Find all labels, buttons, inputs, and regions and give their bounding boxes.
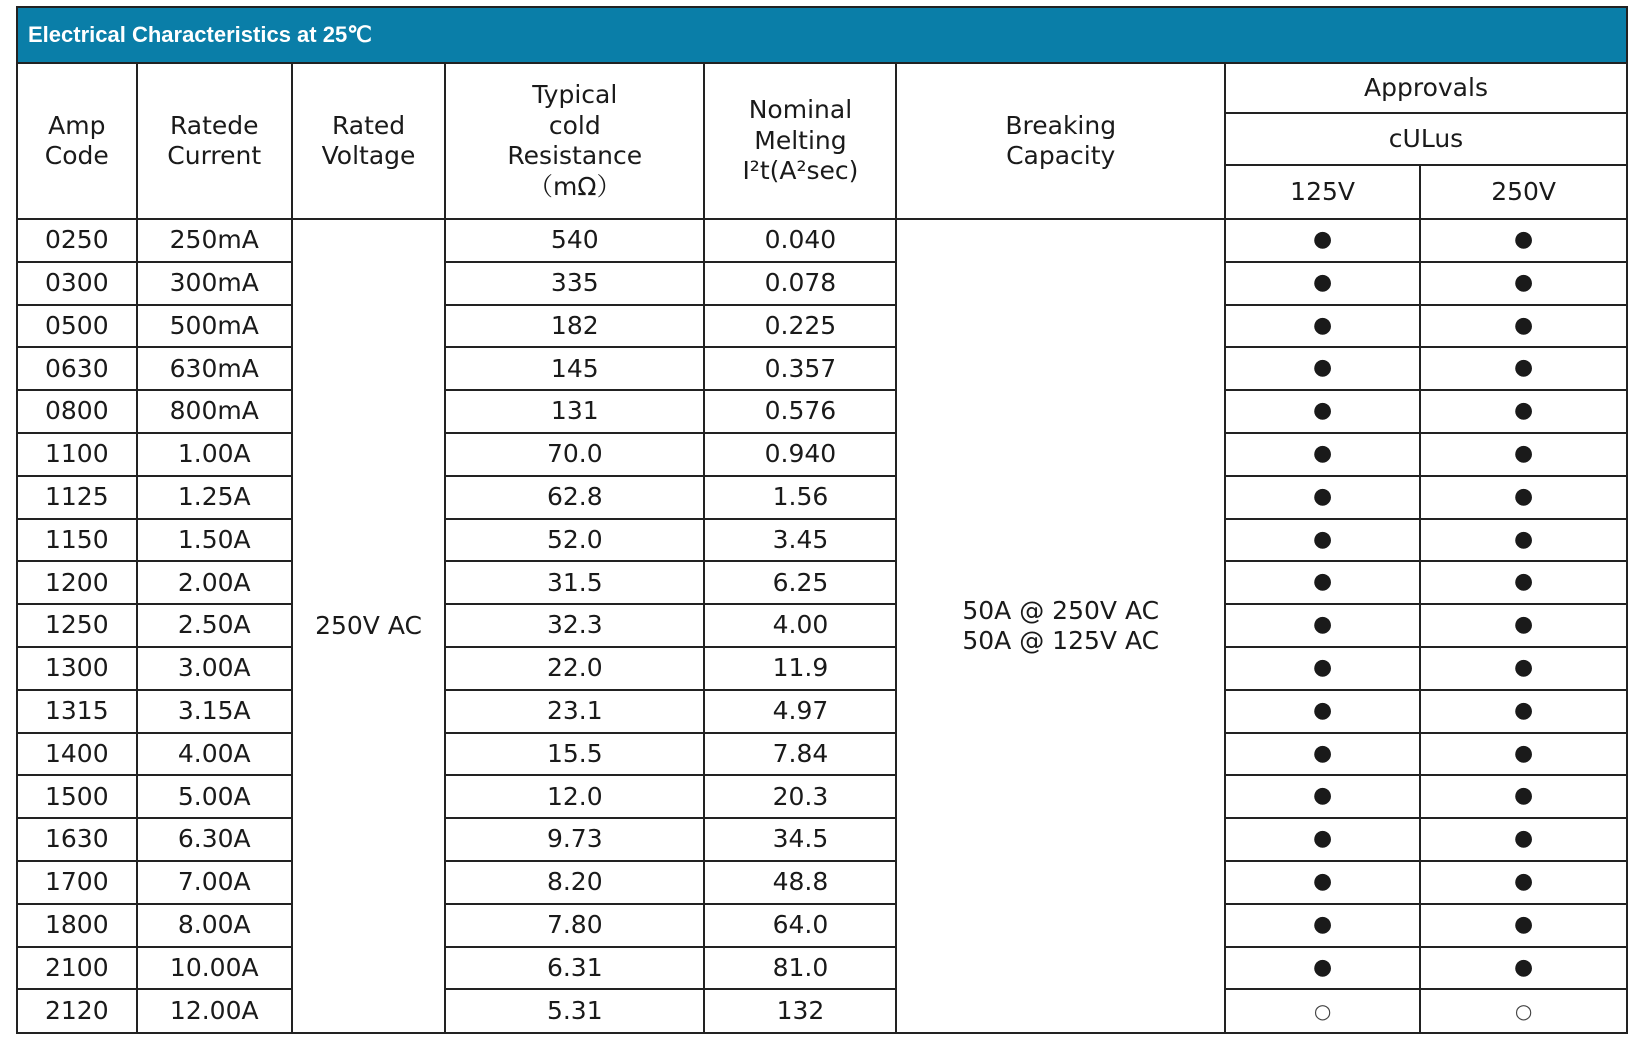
- cell-rated-current: 1.50A: [137, 519, 292, 562]
- header-250v: 250V: [1420, 165, 1626, 219]
- header-nominal-melting: Nominal Melting I²t(A²sec): [704, 64, 896, 219]
- cell-approval-250v: ●: [1420, 262, 1626, 305]
- cell-approval-250v: ●: [1420, 390, 1626, 433]
- cell-melting-i2t: 0.078: [704, 262, 896, 305]
- header-breaking-capacity: Breaking Capacity: [896, 64, 1225, 219]
- cell-amp-code: 0630: [18, 347, 137, 390]
- cell-cold-resistance: 23.1: [445, 690, 704, 733]
- cell-rated-current: 1.00A: [137, 433, 292, 476]
- cell-cold-resistance: 131: [445, 390, 704, 433]
- table-row: [18, 347, 1626, 390]
- header-approvals: Approvals: [1225, 64, 1626, 113]
- cell-melting-i2t: 0.040: [704, 219, 896, 262]
- cell-melting-i2t: 1.56: [704, 476, 896, 519]
- cell-approval-125v: ●: [1225, 305, 1420, 348]
- cell-approval-250v: ●: [1420, 219, 1626, 262]
- cell-rated-current: 7.00A: [137, 861, 292, 904]
- table-row: [18, 561, 1626, 604]
- cell-rated-current: 5.00A: [137, 775, 292, 818]
- cell-rated-current: 12.00A: [137, 989, 292, 1032]
- header-agency-culus: cULus: [1225, 113, 1626, 165]
- cell-approval-125v: ●: [1225, 604, 1420, 647]
- table-row: [18, 775, 1626, 818]
- cell-cold-resistance: 52.0: [445, 519, 704, 562]
- cell-approval-125v: ●: [1225, 904, 1420, 947]
- cell-melting-i2t: 48.8: [704, 861, 896, 904]
- cell-cold-resistance: 8.20: [445, 861, 704, 904]
- cell-rated-current: 300mA: [137, 262, 292, 305]
- cell-amp-code: 1700: [18, 861, 137, 904]
- table-row: [18, 604, 1626, 647]
- cell-melting-i2t: 132: [704, 989, 896, 1032]
- cell-rated-current: 6.30A: [137, 818, 292, 861]
- cell-melting-i2t: 81.0: [704, 947, 896, 990]
- cell-approval-250v: ●: [1420, 947, 1626, 990]
- cell-melting-i2t: 4.97: [704, 690, 896, 733]
- cell-rated-voltage: 250V AC: [292, 219, 445, 1032]
- cell-approval-125v: ●: [1225, 262, 1420, 305]
- cell-cold-resistance: 32.3: [445, 604, 704, 647]
- cell-rated-current: 630mA: [137, 347, 292, 390]
- cell-amp-code: 1200: [18, 561, 137, 604]
- cell-approval-250v: ●: [1420, 305, 1626, 348]
- cell-cold-resistance: 70.0: [445, 433, 704, 476]
- cell-approval-125v: ●: [1225, 647, 1420, 690]
- cell-approval-125v: ●: [1225, 433, 1420, 476]
- cell-approval-125v: ●: [1225, 818, 1420, 861]
- cell-cold-resistance: 15.5: [445, 733, 704, 776]
- cell-cold-resistance: 12.0: [445, 775, 704, 818]
- cell-rated-current: 3.00A: [137, 647, 292, 690]
- cell-melting-i2t: 0.357: [704, 347, 896, 390]
- cell-melting-i2t: 0.225: [704, 305, 896, 348]
- cell-cold-resistance: 31.5: [445, 561, 704, 604]
- cell-rated-current: 10.00A: [137, 947, 292, 990]
- cell-rated-current: 500mA: [137, 305, 292, 348]
- table-body: [18, 219, 1626, 1032]
- cell-melting-i2t: 20.3: [704, 775, 896, 818]
- cell-breaking-capacity: [896, 219, 1225, 1032]
- cell-cold-resistance: 540: [445, 219, 704, 262]
- cell-approval-250v: ●: [1420, 690, 1626, 733]
- cell-rated-current: 2.50A: [137, 604, 292, 647]
- cell-amp-code: 0300: [18, 262, 137, 305]
- cell-approval-125v: ●: [1225, 476, 1420, 519]
- cell-approval-250v: ●: [1420, 733, 1626, 776]
- cell-melting-i2t: 3.45: [704, 519, 896, 562]
- cell-approval-125v: ●: [1225, 775, 1420, 818]
- cell-approval-250v: ●: [1420, 519, 1626, 562]
- cell-amp-code: 1100: [18, 433, 137, 476]
- header-amp-code: Amp Code: [18, 64, 137, 219]
- cell-approval-250v: ●: [1420, 861, 1626, 904]
- table-row: [18, 818, 1626, 861]
- cell-cold-resistance: 335: [445, 262, 704, 305]
- cell-melting-i2t: 4.00: [704, 604, 896, 647]
- cell-rated-current: 2.00A: [137, 561, 292, 604]
- cell-melting-i2t: 0.940: [704, 433, 896, 476]
- cell-approval-250v: ●: [1420, 647, 1626, 690]
- electrical-characteristics-table: [18, 64, 1626, 1032]
- cell-approval-125v: ●: [1225, 861, 1420, 904]
- header-cold-resistance: Typical cold Resistance （mΩ）: [445, 64, 704, 219]
- table-row: [18, 647, 1626, 690]
- cell-cold-resistance: 22.0: [445, 647, 704, 690]
- cell-approval-250v: ●: [1420, 561, 1626, 604]
- cell-approval-125v: ●: [1225, 733, 1420, 776]
- cell-approval-125v: ●: [1225, 519, 1420, 562]
- breaking-capacity-line: 50A @ 250V AC: [962, 595, 1160, 625]
- cell-approval-125v: ●: [1225, 561, 1420, 604]
- cell-approval-125v: ●: [1225, 947, 1420, 990]
- cell-amp-code: 1125: [18, 476, 137, 519]
- breaking-capacity-line: 50A @ 125V AC: [962, 626, 1160, 656]
- spec-sheet: [16, 6, 1628, 1034]
- cell-amp-code: 0800: [18, 390, 137, 433]
- cell-approval-250v: ●: [1420, 904, 1626, 947]
- table-row: [18, 989, 1626, 1032]
- cell-approval-250v: ●: [1420, 604, 1626, 647]
- cell-melting-i2t: 11.9: [704, 647, 896, 690]
- cell-rated-current: 8.00A: [137, 904, 292, 947]
- cell-melting-i2t: 0.576: [704, 390, 896, 433]
- table-row: [18, 519, 1626, 562]
- cell-approval-250v: ●: [1420, 775, 1626, 818]
- cell-amp-code: 1150: [18, 519, 137, 562]
- table-row: [18, 305, 1626, 348]
- table-row: [18, 733, 1626, 776]
- cell-amp-code: 0250: [18, 219, 137, 262]
- cell-rated-current: 800mA: [137, 390, 292, 433]
- table-row: [18, 690, 1626, 733]
- table-row: [18, 904, 1626, 947]
- table-row: [18, 861, 1626, 904]
- cell-rated-current: 1.25A: [137, 476, 292, 519]
- header-rated-current: Ratede Current: [137, 64, 292, 219]
- cell-approval-125v: ●: [1225, 690, 1420, 733]
- cell-amp-code: 1630: [18, 818, 137, 861]
- cell-amp-code: 1500: [18, 775, 137, 818]
- cell-cold-resistance: 9.73: [445, 818, 704, 861]
- cell-amp-code: 2120: [18, 989, 137, 1032]
- cell-approval-250v: ○: [1420, 989, 1626, 1032]
- table-row: [18, 219, 1626, 262]
- cell-approval-250v: ●: [1420, 433, 1626, 476]
- cell-approval-125v: ○: [1225, 989, 1420, 1032]
- cell-approval-250v: ●: [1420, 476, 1626, 519]
- cell-cold-resistance: 145: [445, 347, 704, 390]
- table-title: Electrical Characteristics at 25℃: [18, 8, 1626, 64]
- cell-amp-code: 1400: [18, 733, 137, 776]
- table-row: [18, 947, 1626, 990]
- header-rated-voltage: Rated Voltage: [292, 64, 445, 219]
- cell-melting-i2t: 6.25: [704, 561, 896, 604]
- cell-cold-resistance: 5.31: [445, 989, 704, 1032]
- cell-cold-resistance: 7.80: [445, 904, 704, 947]
- cell-amp-code: 1315: [18, 690, 137, 733]
- cell-approval-125v: ●: [1225, 347, 1420, 390]
- table-row: [18, 262, 1626, 305]
- table-row: [18, 390, 1626, 433]
- cell-approval-125v: ●: [1225, 219, 1420, 262]
- cell-melting-i2t: 64.0: [704, 904, 896, 947]
- cell-cold-resistance: 6.31: [445, 947, 704, 990]
- table-row: [18, 433, 1626, 476]
- cell-amp-code: 1300: [18, 647, 137, 690]
- cell-approval-125v: ●: [1225, 390, 1420, 433]
- cell-amp-code: 1800: [18, 904, 137, 947]
- cell-approval-250v: ●: [1420, 818, 1626, 861]
- cell-melting-i2t: 7.84: [704, 733, 896, 776]
- cell-rated-current: 3.15A: [137, 690, 292, 733]
- header-125v: 125V: [1225, 165, 1420, 219]
- cell-rated-current: 4.00A: [137, 733, 292, 776]
- cell-amp-code: 0500: [18, 305, 137, 348]
- cell-rated-current: 250mA: [137, 219, 292, 262]
- cell-approval-250v: ●: [1420, 347, 1626, 390]
- cell-amp-code: 2100: [18, 947, 137, 990]
- table-row: [18, 476, 1626, 519]
- cell-melting-i2t: 34.5: [704, 818, 896, 861]
- cell-cold-resistance: 182: [445, 305, 704, 348]
- cell-cold-resistance: 62.8: [445, 476, 704, 519]
- cell-amp-code: 1250: [18, 604, 137, 647]
